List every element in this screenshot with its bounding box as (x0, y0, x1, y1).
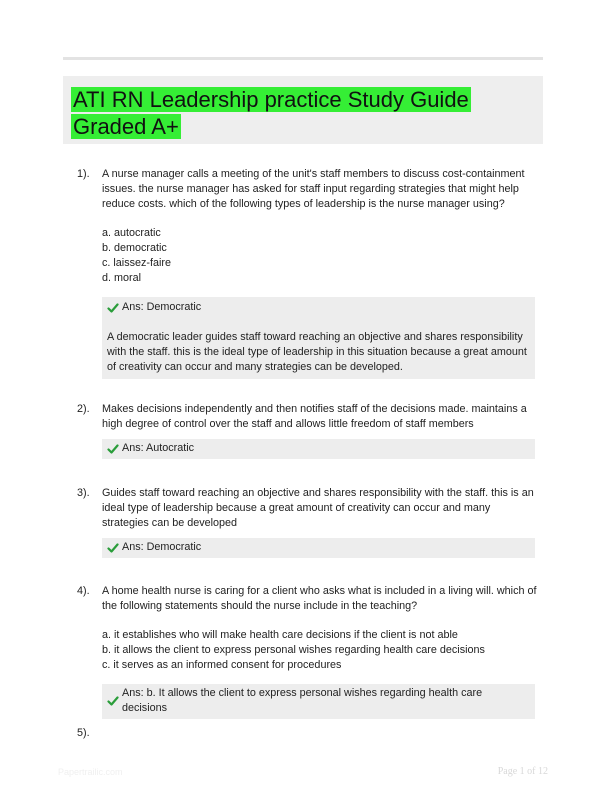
option-c: c. laissez-faire (102, 257, 171, 269)
option-d: d. moral (102, 272, 142, 284)
answer-box (102, 538, 535, 558)
title-block (63, 76, 543, 144)
option-b: b. democratic (102, 242, 167, 254)
check-icon (107, 542, 119, 554)
question-4 (77, 584, 537, 719)
option-c: c. it serves as an informed consent for procedures (102, 659, 342, 671)
question-text: A nurse manager calls a meeting of the unit's staff members to discuss cost-containment issues. the nurse manager has asked for staff input regarding strategies that might help reduce costs. which of the following types of leadership is the nurse manager using? (102, 168, 525, 210)
options-list (102, 226, 537, 286)
question-text: A home health nurse is caring for a client who asks what is included in a living will. which of the following statements should the nurse include in the teaching? (102, 585, 537, 612)
answer-box (102, 439, 535, 459)
question-number: 2). (77, 403, 90, 415)
option-a: a. autocratic (102, 227, 161, 239)
question-number: 4). (77, 585, 90, 597)
page-number: Page 1 of 12 (497, 766, 548, 777)
footer-watermark: Papertrailic.com (58, 767, 123, 777)
answer-text: Ans: Democratic (122, 301, 202, 313)
answer-text: Ans: Autocratic (122, 442, 195, 454)
answer-box (102, 684, 535, 719)
top-rule (63, 57, 543, 60)
check-icon (107, 302, 119, 314)
question-text: Guides staff toward reaching an objective and shares responsibility with the staff. this is an ideal type of leadership because a great amount of creativity can occur and many strategies can be developed (102, 487, 534, 529)
option-b: b. it allows the client to express personal wishes regarding health care decisions (102, 644, 485, 656)
document-title: ATI RN Leadership practice Study Guide Graded A+ (73, 87, 469, 139)
check-icon (107, 695, 119, 707)
question-number: 1). (77, 168, 90, 180)
answer-text: Ans: b. It allows the client to express personal wishes regarding health care decisions (122, 687, 483, 714)
question-number: 5). (77, 727, 90, 739)
question-2 (77, 402, 537, 459)
options-list (102, 628, 537, 673)
answer-text: Ans: Democratic (122, 541, 202, 553)
question-1 (77, 167, 537, 379)
check-icon (107, 443, 119, 455)
question-number: 3). (77, 487, 90, 499)
answer-box (102, 297, 535, 379)
explanation-text: A democratic leader guides staff toward reaching an objective and shares responsibility with the staff. this is the ideal type of leadership in this situation because a great amount of creativity can occur and many strategies can be developed. (107, 331, 527, 373)
question-text: Makes decisions independently and then notifies staff of the decisions made. maintains a high degree of control over the staff and allows little freedom of staff members (102, 403, 527, 430)
question-3 (77, 486, 537, 558)
option-a: a. it establishes who will make health care decisions if the client is not able (102, 629, 458, 641)
